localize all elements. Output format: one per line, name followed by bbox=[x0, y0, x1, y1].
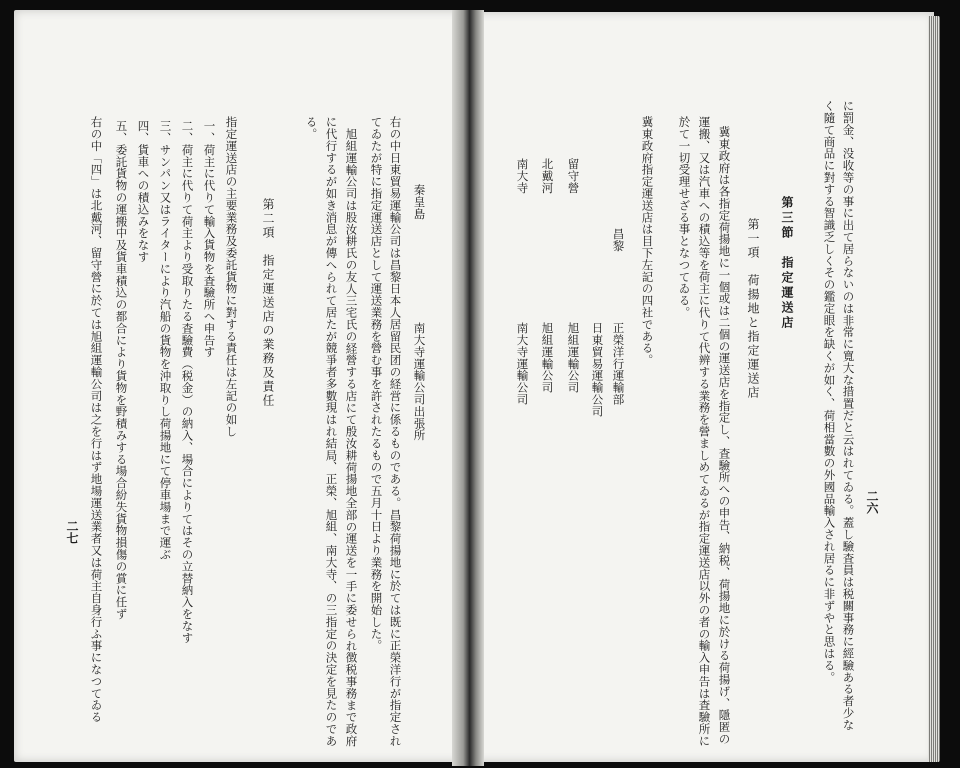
source-note: 南大寺運輸公司出張所 bbox=[412, 322, 427, 441]
store-company: 南大寺運輸公司 bbox=[515, 322, 530, 406]
list-item: 四、貨車への積込みをなす bbox=[136, 120, 151, 263]
store-place: 留守營 bbox=[566, 158, 581, 194]
text-line: 旭組運輸公司は股汝耕氏の友人三宅氏の経營する店にて殷汝耕荷揚地全部の運送を一手に委せられ徴税事務まで政府 bbox=[344, 128, 359, 747]
text-line: に罰金、没收等の事に出て居らないのは非常に寬大な措置だと云はれてゐる。蓋し驗査員は税關事務に經驗ある者少な bbox=[841, 100, 856, 731]
page-number-right: 二六 bbox=[865, 490, 879, 514]
text-line: 冀東政府は各指定荷揚地に一個或は二個の運送店を指定し、査驗所への申告、納税、荷揚地に於ける荷揚げ、隱匿の bbox=[717, 126, 732, 745]
store-company: 旭組運輸公司 bbox=[566, 322, 581, 394]
page-number-left: 二七 bbox=[65, 520, 79, 544]
text-line: 右の中日東貿易運輸公司は昌黎日本人居留民团の経営に係るものである。昌黎荷揚地に於ては既に正榮洋行が指定され bbox=[388, 116, 403, 747]
text-line: てゐたが特に指定運送店として運送業務を營む事を許されたるもので五月十日より業務を開始した。 bbox=[369, 116, 384, 652]
book-gutter bbox=[452, 10, 484, 766]
store-company: 正榮洋行運輸部 bbox=[611, 322, 626, 406]
text-line: 於て一切受理せざる事となつてゐる。 bbox=[677, 116, 692, 319]
section-title: 第三節 指定運送店 bbox=[780, 196, 794, 331]
list-item: 五、委託貨物の運搬中及貨車積込の都合により貨物を野積みする場合紛失貨物損傷の賞に任ず bbox=[114, 120, 129, 620]
text-line: る。 bbox=[304, 116, 319, 140]
list-item: 一、荷主に代りて輸入貨物を査驗所へ申告す bbox=[202, 120, 217, 358]
closing-line: 右の中「四」は北戴河、留守營に於ては旭組運輸公司は之を行はず地場運送業者又は荷主自身行ふ事になつてゐる bbox=[89, 116, 104, 723]
store-place: 南大寺 bbox=[515, 158, 530, 194]
text-line: く隨て商品に對する智識乏しくその鑑定眼を缺くが如く、荷相當數の外國品輸入され居るに非ずやと思はる。 bbox=[822, 100, 837, 684]
store-company: 旭組運輸公司 bbox=[540, 322, 555, 394]
text-line: 運搬、又は汽車への積込等を荷主に代りて代辨する業務を營ましめてゐるが指定運送店以外の者の輸入申告は査驗所に bbox=[697, 116, 712, 747]
page-edges bbox=[928, 16, 940, 762]
list-intro: 冀東政府指定運送店は目下左記の四社である。 bbox=[640, 116, 655, 366]
section-title: 第二項 指定運送店の業務及責任 bbox=[261, 198, 275, 408]
subsection-title: 第一項 荷揚地と指定運送店 bbox=[746, 218, 760, 400]
store-place: 昌黎 bbox=[611, 228, 626, 252]
list-item: 三、サンパン又はライターにより汽船の貨物を沖取りし荷揚地にて停車場まで運ぶ bbox=[158, 120, 173, 561]
store-place: 北戴河 bbox=[540, 158, 555, 194]
list-item: 二、荷主に代りて荷主より受取りたる査驗費（税金）の納入、場合によりてはその立替納入をなす bbox=[180, 120, 195, 644]
store-company: 日東貿易運輸公司 bbox=[590, 322, 605, 418]
location-title: 秦皇島 bbox=[412, 184, 427, 220]
text-line: に代行するが如き消息が傳へられて居たが競爭者多數現はれ結局、正榮、旭組、南大寺、の三指定の決定を見たのであ bbox=[324, 116, 339, 747]
intro-line: 指定運送店の主要業務及委託貨物に對する責任は左記の如し bbox=[224, 116, 239, 438]
